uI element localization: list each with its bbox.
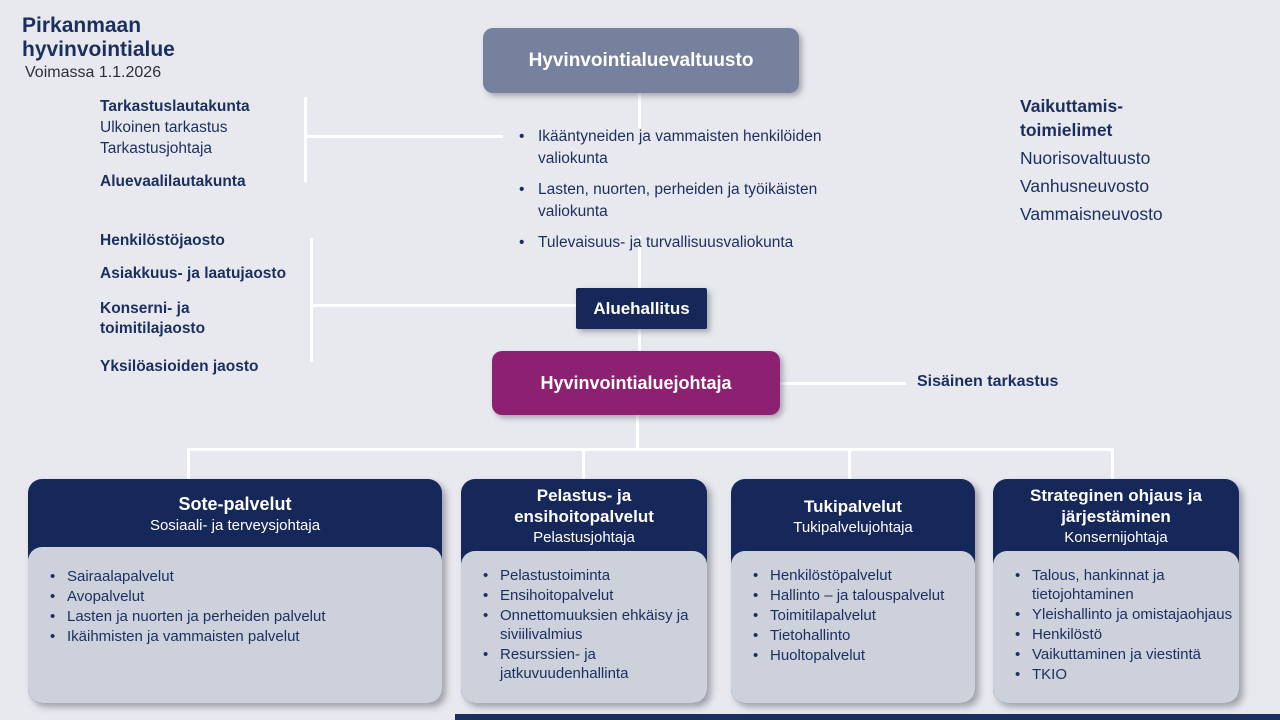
card-bullet: • Ikäihmisten ja vammaisten palvelut [48, 627, 432, 646]
card-body [993, 551, 1239, 703]
card-subtitle: Pelastusjohtaja [533, 529, 635, 546]
service-card-sote [28, 479, 442, 703]
card-bullet: • Lasten ja nuorten ja perheiden palvelut [48, 607, 432, 626]
committee-list [517, 126, 865, 263]
card-bullet: • Henkilöstö [1013, 625, 1233, 644]
service-card-rescue [461, 479, 707, 703]
card-bullet: • Toimitilapalvelut [751, 606, 969, 625]
elderly-council-label: Vanhusneuvosto [1020, 176, 1150, 196]
card-bullet: • Talous, hankinnat ja tietojohtaminen [1013, 566, 1233, 604]
card-bullet-list [731, 551, 975, 665]
card-bullet: • Vaikuttaminen ja viestintä [1013, 645, 1233, 664]
card-bullet: • Avopalvelut [48, 587, 432, 606]
election-board-label: Aluevaalilautakunta [100, 173, 246, 190]
card-bullet: • Resurssien- ja jatkuvuudenhallinta [481, 645, 701, 683]
bracket-audit-horizontal [304, 135, 503, 138]
branch-drop-card3 [848, 448, 851, 479]
service-card-strategic [993, 479, 1239, 703]
service-card-support [731, 479, 975, 703]
card-bullet: • Onnettomuuksien ehkäisy ja siviilivalmius [481, 606, 701, 644]
external-audit-label: Ulkoinen tarkastus [100, 119, 228, 136]
card-bullet: • Henkilöstöpalvelut [751, 566, 969, 585]
bracket-audit-vertical [304, 97, 307, 182]
section-item-personnel: Henkilöstöjaosto [100, 232, 225, 249]
audit-group [100, 96, 250, 192]
card-subtitle: Konsernijohtaja [1064, 529, 1168, 546]
card-title: Sote-palvelut [178, 493, 292, 514]
director-box: Hyvinvointialuejohtaja [492, 351, 780, 415]
card-subtitle: Tukipalvelujohtaja [793, 518, 913, 536]
youth-council-label: Nuorisovaltuusto [1020, 148, 1151, 168]
section-item-individual-affairs: Yksilöasioiden jaosto [100, 358, 259, 375]
card-bullet: • Sairaalapalvelut [48, 567, 432, 586]
disability-council-label: Vammaisneuvosto [1020, 204, 1163, 224]
connector-board-to-director [638, 329, 641, 352]
card-bullet: • Hallinto – ja talouspalvelut [751, 586, 969, 605]
influence-title-line1: Vaikuttamis- [1020, 96, 1124, 116]
connector-director-to-branch [636, 415, 639, 450]
footer-accent-bar [455, 714, 1280, 720]
card-bullet-list [993, 551, 1239, 684]
section-item-group-facilities: Konserni- ja toimitilajaosto [100, 300, 206, 337]
branch-drop-card1 [187, 448, 190, 479]
committee-item: • Lasten, nuorten, perheiden ja työikäisten valiokunta [517, 179, 865, 223]
branch-drop-card2 [582, 448, 585, 479]
audit-director-label: Tarkastusjohtaja [100, 140, 213, 157]
branch-drop-card4 [1111, 448, 1114, 479]
card-header [993, 479, 1239, 551]
brand-logo [22, 14, 175, 62]
committee-item: • Ikääntyneiden ja vammaisten henkilöiden valiokunta [517, 126, 865, 170]
card-header [461, 479, 707, 551]
card-bullet-list [28, 547, 442, 646]
card-bullet: • Yleishallinto ja omistajaohjaus [1013, 605, 1233, 624]
connector-internal-audit [780, 382, 906, 385]
card-header [731, 479, 975, 551]
audit-committee-label: Tarkastuslautakunta [100, 98, 250, 115]
influence-group [1020, 94, 1163, 226]
card-body [28, 547, 442, 703]
card-title: Pelastus- ja ensihoitopalvelut [514, 486, 654, 526]
card-header [28, 479, 442, 547]
bracket-sections-vertical [310, 238, 313, 362]
card-subtitle: Sosiaali- ja terveysjohtaja [149, 516, 321, 534]
branch-horizontal [187, 448, 1114, 451]
validity-text: Voimassa 1.1.2026 [25, 64, 162, 81]
card-bullet: • Ensihoitopalvelut [481, 586, 701, 605]
internal-audit-label: Sisäinen tarkastus [917, 373, 1059, 390]
card-bullet: • Tietohallinto [751, 626, 969, 645]
committee-item: • Tulevaisuus- ja turvallisuusvaliokunta [517, 232, 865, 254]
bracket-sections-horizontal [310, 304, 576, 307]
regional-board-box: Aluehallitus [576, 288, 707, 329]
card-bullet: • TKIO [1013, 665, 1233, 684]
card-title: Strateginen ohjaus ja järjestäminen [1030, 486, 1202, 526]
card-body [461, 551, 707, 703]
brand-name-line1: Pirkanmaan [22, 14, 142, 37]
card-bullet: • Huoltopalvelut [751, 646, 969, 665]
card-bullet-list [461, 551, 707, 683]
section-item-customer-quality: Asiakkuus- ja laatujaosto [100, 265, 287, 282]
card-title: Tukipalvelut [804, 496, 902, 516]
card-bullet: • Pelastustoiminta [481, 566, 701, 585]
connector-council-to-committees [638, 93, 641, 128]
card-body [731, 551, 975, 703]
council-box: Hyvinvointialuevaltuusto [483, 28, 799, 93]
brand-name-line2: hyvinvointialue [22, 38, 175, 61]
influence-title-line2: toimielimet [1020, 120, 1113, 140]
